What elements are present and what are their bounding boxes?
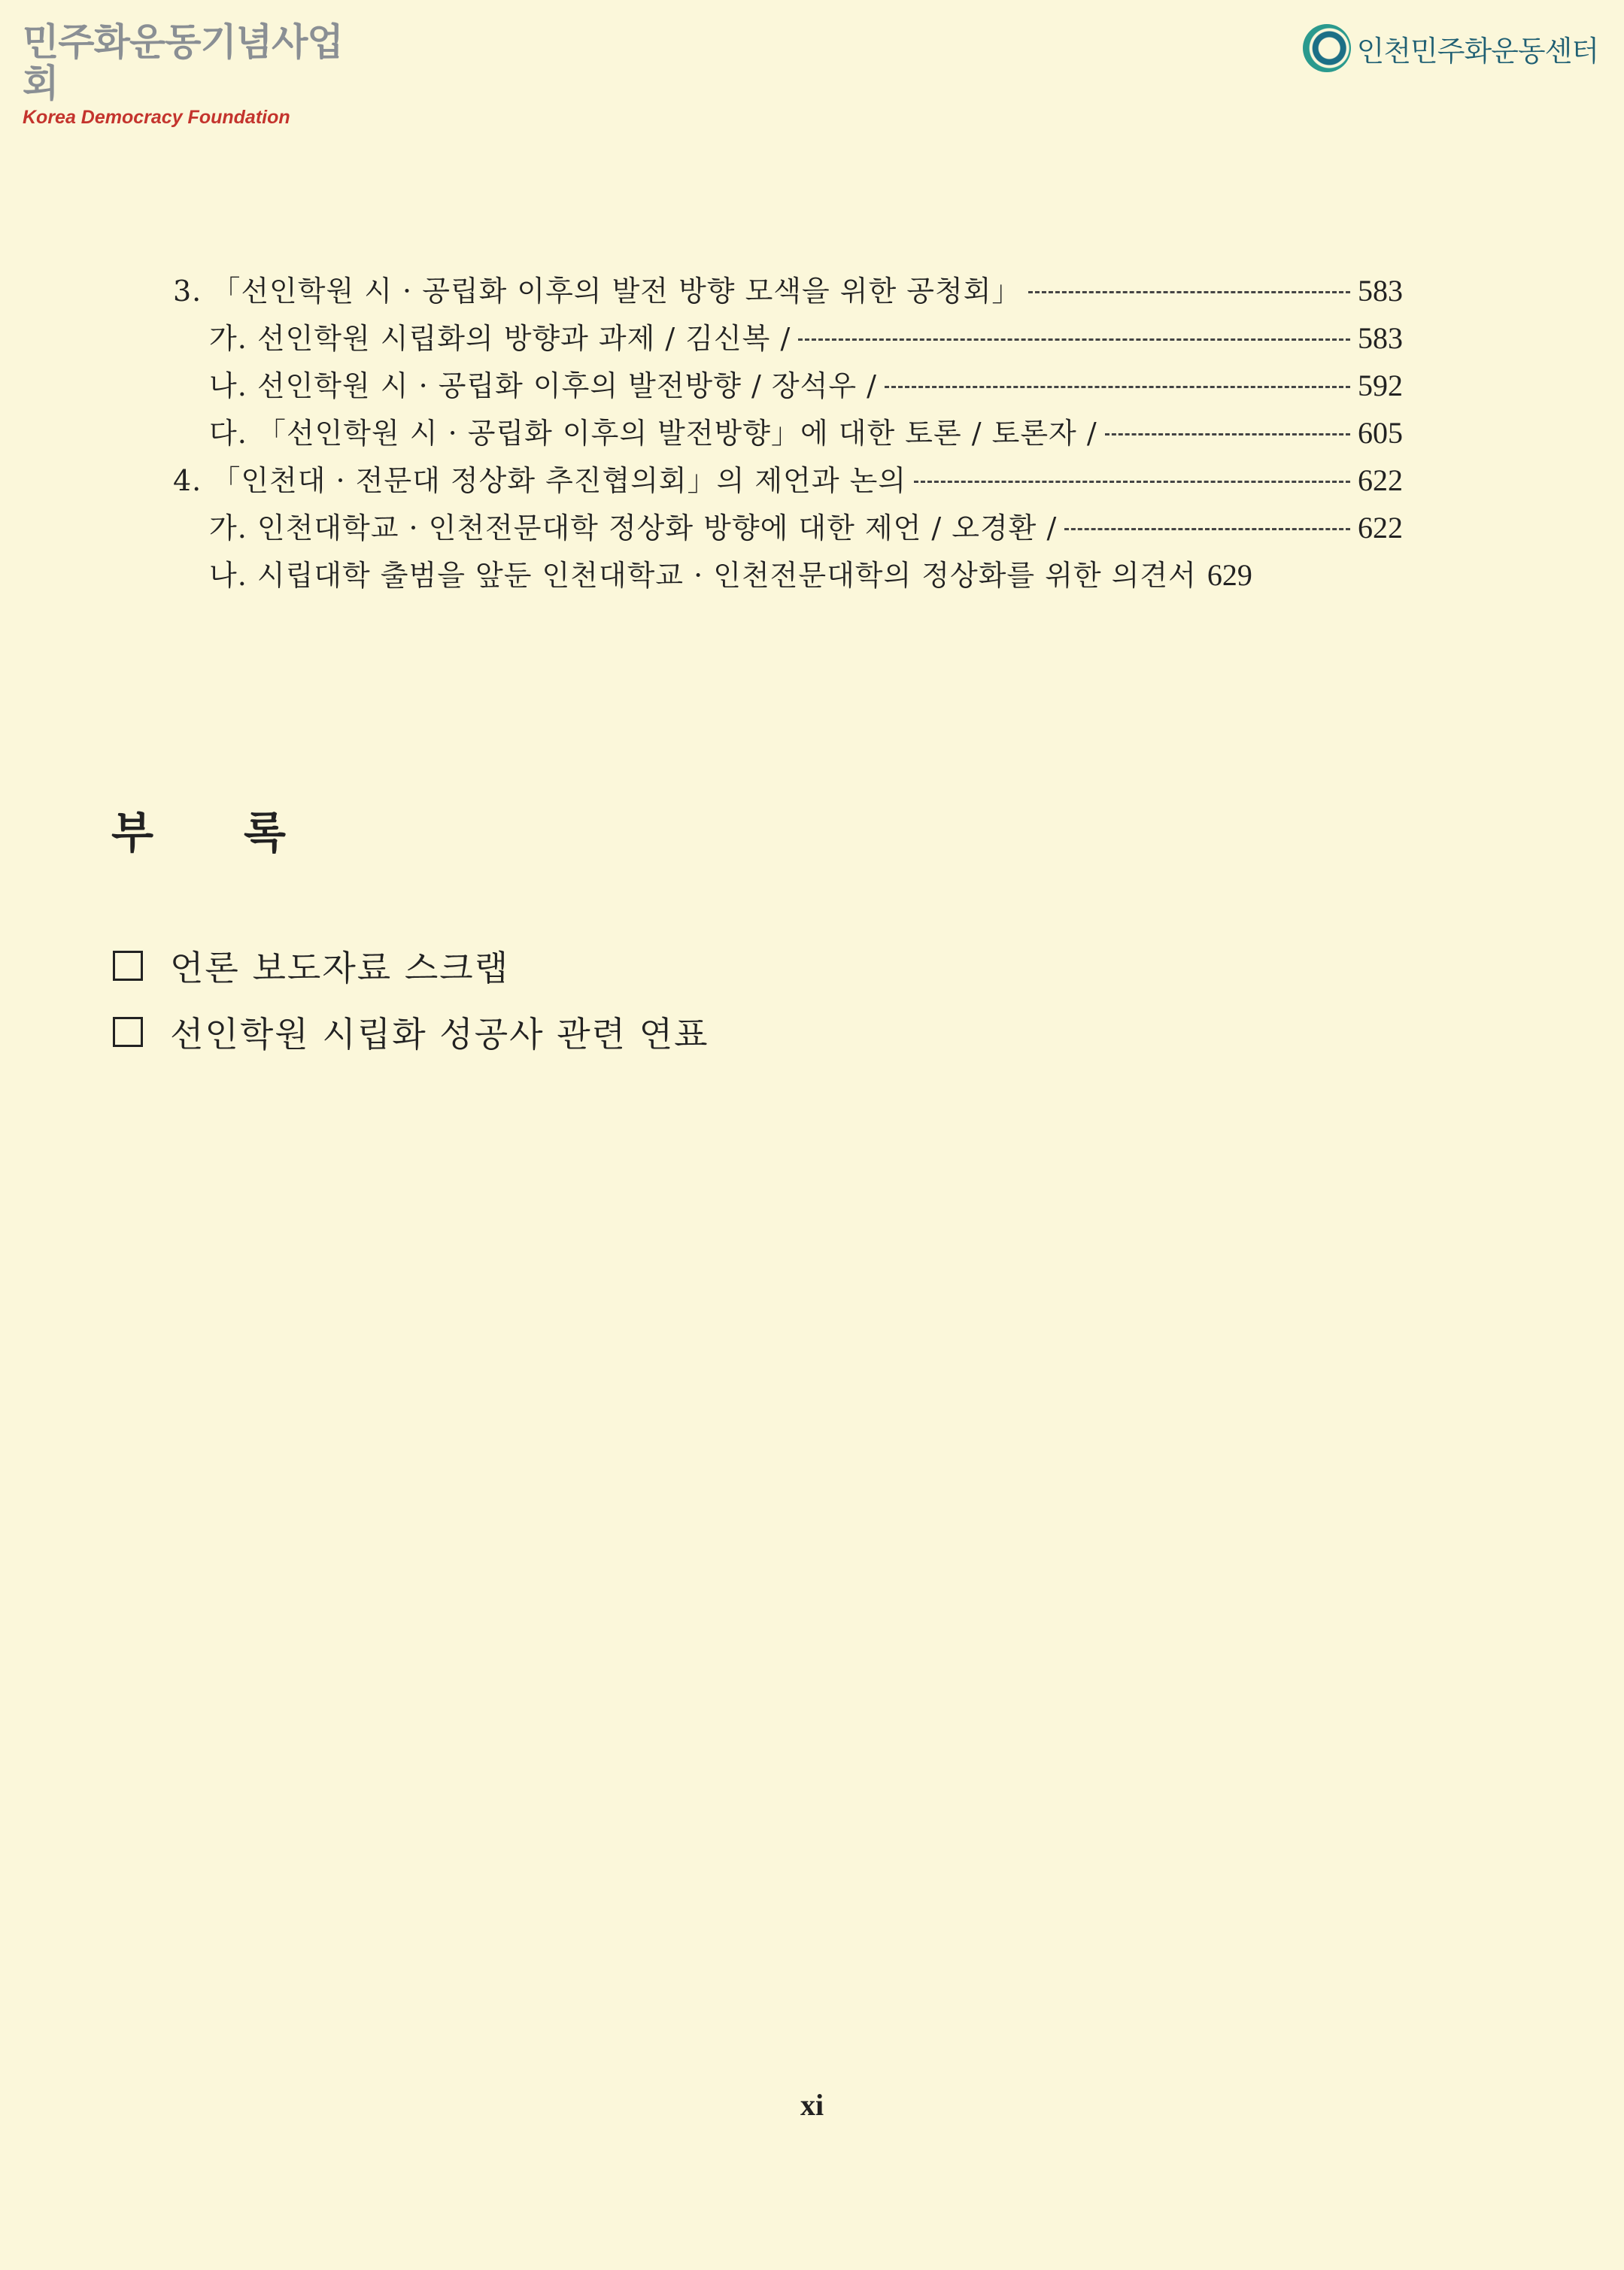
toc-entry-title: 다. 「선인학원 시 · 공립화 이후의 발전방향」에 대한 토론 / 토론자 /: [209, 417, 1097, 450]
toc-entry-page: 629: [1207, 558, 1252, 592]
appendix-heading: 부록: [111, 807, 377, 858]
toc-entry: [173, 504, 1403, 551]
toc-entry-title: 3. 「선인학원 시 · 공립화 이후의 발전 방향 모색을 위한 공청회」: [173, 275, 1021, 308]
korea-democracy-foundation-logo: [23, 21, 346, 129]
toc-entry: [173, 267, 1403, 314]
foundation-name-korean: 민주화운동기념사업회: [23, 20, 343, 105]
foundation-name-english: Korea Democracy Foundation: [23, 107, 290, 128]
dot-leader: [885, 386, 1350, 388]
toc-entry: [173, 551, 1403, 599]
toc-entry: [173, 362, 1403, 409]
dot-leader: [914, 481, 1350, 483]
emblem-icon: [1303, 24, 1351, 72]
dot-leader: [1105, 433, 1350, 435]
incheon-center-logo: [1303, 24, 1598, 72]
checkbox-icon: [113, 951, 143, 981]
dot-leader: [1028, 291, 1350, 293]
toc-entry-page: 583: [1358, 321, 1403, 355]
dot-leader: [1064, 528, 1350, 530]
toc-entry-title: 가. 인천대학교 · 인천전문대학 정상화 방향에 대한 제언 / 오경환 /: [209, 511, 1058, 545]
toc-entry-title: 가. 선인학원 시립화의 방향과 과제 / 김신복 /: [209, 322, 791, 355]
toc-entry-page: 583: [1358, 274, 1403, 308]
checkbox-icon: [113, 1017, 143, 1047]
toc-entry-title: 나. 시립대학 출범을 앞둔 인천대학교 · 인천전문대학의 정상화를 위한 의견서: [209, 559, 1197, 592]
toc-entry-page: 622: [1358, 511, 1403, 545]
appendix-item: [113, 933, 709, 999]
dot-leader: [798, 338, 1350, 341]
table-of-contents: [173, 267, 1403, 599]
toc-entry-title: 4. 「인천대 · 전문대 정상화 추진협의회」의 제언과 논의: [173, 464, 907, 497]
toc-entry-page: 605: [1358, 416, 1403, 450]
center-name: 인천민주화운동센터: [1356, 34, 1598, 68]
page-number: xi: [800, 2088, 824, 2122]
toc-entry-title: 나. 선인학원 시 · 공립화 이후의 발전방향 / 장석우 /: [209, 369, 877, 402]
toc-entry-page: 592: [1358, 369, 1403, 402]
toc-entry: [173, 457, 1403, 504]
toc-entry: [173, 409, 1403, 457]
toc-entry: [173, 314, 1403, 362]
appendix-item-label: 언론 보도자료 스크랩: [170, 948, 510, 988]
toc-entry-page: 622: [1358, 463, 1403, 497]
appendix-item-label: 선인학원 시립화 성공사 관련 연표: [170, 1014, 709, 1055]
appendix-list: [113, 933, 709, 1065]
appendix-item: [113, 999, 709, 1065]
